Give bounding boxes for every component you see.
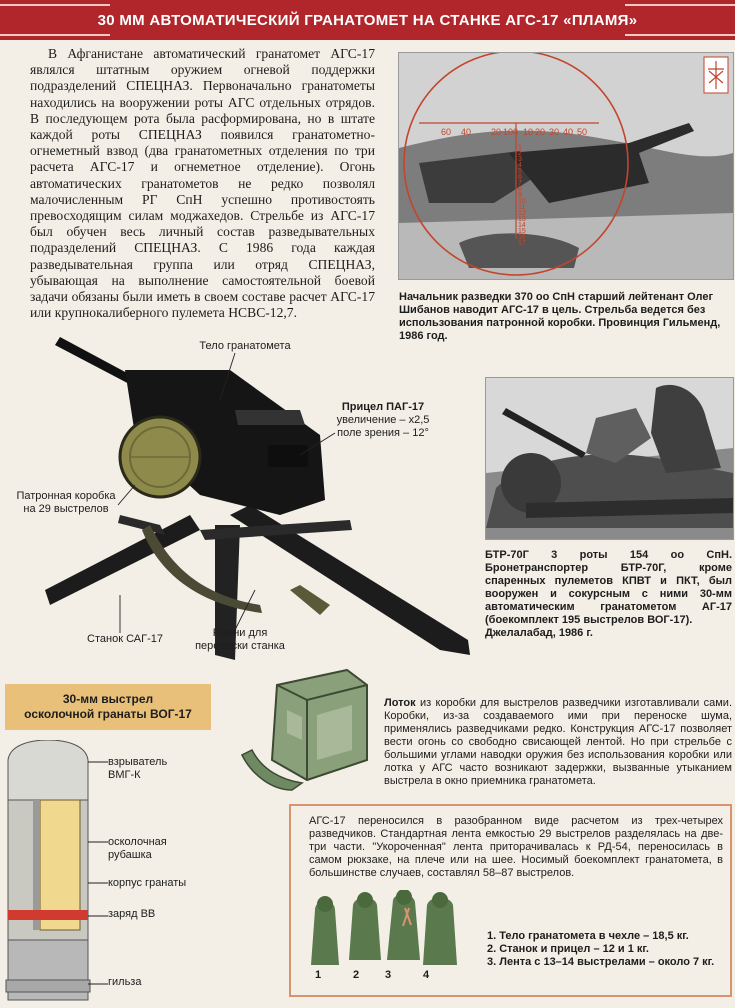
label-jacket-line2: рубашка (108, 849, 152, 861)
label-case: гильза (108, 976, 142, 988)
reticle-tick: 30 (549, 127, 560, 137)
photo-gunner-reticle (398, 52, 734, 280)
vog17-heading-line1: 30-мм выстрел (62, 692, 154, 706)
caption-photo2 (485, 549, 732, 640)
label-body: Тело гранатомета (199, 340, 291, 352)
reticle-tick: 40 (461, 127, 472, 137)
label-fuze-line2: ВМГ-К (108, 769, 141, 781)
reticle-range: 4 (518, 162, 522, 169)
reticle-range: 8 (518, 186, 522, 193)
label-straps-line1: Ремни для (212, 627, 268, 639)
page-title-text: 30 ММ АВТОМАТИЧЕСКИЙ ГРАНАТОМЕТ НА СТАНКЕ АГС-17 «ПЛАМЯ» (97, 11, 638, 29)
label-sight-title: Прицел ПАГ-17 (341, 401, 425, 413)
reticle-tick: 40 (563, 127, 574, 137)
vog17-cutaway (0, 740, 200, 1005)
reticle-range: 6 (518, 174, 522, 181)
tripod-leg-left (45, 515, 200, 605)
label-mount: Станок САГ-17 (87, 633, 163, 645)
list-item: 2. Станок и прицел – 12 и 1 кг. (487, 943, 649, 955)
reticle-tick: 10 (523, 127, 534, 137)
label-straps (190, 627, 290, 653)
label-grenade-body: корпус гранаты (108, 877, 187, 889)
label-fuze-line1: взрыватель (108, 756, 168, 768)
vog17-heading (5, 684, 211, 730)
list-item: 1. Тело гранатомета в чехле – 18,5 кг. (487, 930, 689, 942)
crew-carry-figures (305, 890, 475, 985)
carry-weights-list (487, 930, 727, 969)
reticle-range: 17 (518, 240, 526, 247)
label-ammo-box-line1: Патронная коробка (16, 490, 116, 502)
label-straps-line2: переноски станка (195, 640, 285, 652)
reticle-range: 3 (518, 156, 522, 163)
reticle-tick: 10 (503, 127, 514, 137)
label-ammo-box (2, 490, 130, 516)
reticle-tick: 60 (441, 127, 452, 137)
label-sight-zoom: увеличение – х2,5 (336, 414, 430, 426)
page-title (0, 0, 735, 40)
list-item: 3. Лента с 13–14 выстрелами – около 7 кг. (487, 956, 715, 968)
tray-description (384, 697, 732, 788)
reticle-range: 1 (518, 144, 522, 151)
label-charge: заряд ВВ (108, 908, 156, 920)
reticle-range: 11 (518, 204, 526, 211)
reticle-range: 5 (518, 168, 522, 175)
reticle-range: 16 (518, 234, 526, 241)
vog17-heading-line2: осколочной гранаты ВОГ-17 (24, 707, 192, 721)
reticle-range: 7 (518, 180, 522, 187)
figure-number: 1 (315, 969, 322, 981)
label-fuze (108, 756, 167, 782)
label-ammo-box-line2: на 29 выстрелов (23, 503, 109, 515)
label-jacket (108, 836, 167, 862)
tray-illustration (232, 665, 382, 795)
reticle-tick: 20 (535, 127, 546, 137)
caption-photo1: Начальник разведки 370 оо СпН старший лейтенант Олег Шибанов наводит АГС-17 в цель. Стрельба ведется без использования патронной коробки. Провинция Гильменд, 1986 год. (399, 291, 721, 342)
tray-title: Лоток (384, 697, 416, 709)
label-sight (323, 401, 443, 440)
sight-paq17 (268, 445, 308, 467)
label-jacket-line1: осколочная (108, 836, 167, 848)
reticle-tick: 20 (491, 127, 502, 137)
reticle-tick: 50 (577, 127, 588, 137)
photo-btr70g (485, 377, 734, 540)
tray-text: из коробки для выстрелов разведчики изготавливали сами. Коробки, из-за создаваемого ими при переноске шума, применялись разведчиками редко. Конструкция АГС-17 позволяет вести огонь со свободно свисающей лентой. Но при стрельбе с большими углами наводки оружия без использования коробки или лотка у АГС часто возникают задержки, вызванные утыканием выстрела в окно приемника гранатомета. (384, 697, 732, 787)
btr-photo-graphic (486, 378, 733, 539)
reticle-range: 13 (518, 216, 526, 223)
reticle-range: 10 (518, 198, 526, 205)
figure-number: 2 (353, 969, 360, 981)
reticle-range: 2 (518, 150, 522, 157)
reticle-photo-graphic (399, 53, 733, 279)
figure-number: 4 (423, 969, 430, 981)
intro-paragraph: В Афганистане автоматический гранатомет АГС-17 являлся штатным оружием огневой поддержки подразделений СПЕЦНАЗ. Первоначально гранатометы находились на вооружении роты АГС отдельных отрядов. В последующем рота была расформирована, но в штате каждой роты СПЕЦНАЗ появился гранатометно-огнеметный взвод (два гранатометных отделения по три расчета АГС-17 и огнеметное отделение). Огонь автоматических гранатометов не редко позволял малочисленным РГ СпН успешно противостоять превосходящим силам моджахедов. Стрельбе из АГС-17 был обучен весь личный состав разведывательных подразделений СПЕЦНАЗ. С 1986 года каждая разведывательная группа или отряд СПЕЦНАЗ, убывающая на выполнение самостоятельной боевой задачи обязаны были иметь в своем составе расчет АГС-17 или крупнокалиберного пулемета НСВС-12,7. (30, 46, 375, 321)
carry-info-text: АГС-17 переносился в разобранном виде расчетом из трех-четырех разведчиков. Стандартная лента емкостью 29 выстрелов разделялась на две-три части. "Укороченная" лента приторачивалась к РД-54, переносилась в самом рюкзаке, на плече или на шее. Носимый боекомплект гранатомета, в большинстве случаев, составлял 58–87 выстрелов. (309, 815, 723, 879)
figure-number: 3 (385, 969, 392, 981)
caption-photo2-text: БТР-70Г 3 роты 154 оо СпН. Бронетранспортер БТР-70Г, кроме спаренных пулеметов КПВТ и ПКТ, был вооружен и сокурсным с ними 30-мм автоматическим гранатометом АГ-17 (боекомплект 195 выстрелов ВОГ-17). (485, 549, 732, 626)
caption-photo2-place: Джелалабад, 1986 г. (485, 627, 593, 639)
reticle-range: 14 (518, 222, 526, 229)
reticle-range: 15 (518, 228, 526, 235)
reticle-range: 9 (518, 192, 522, 199)
reticle-tick: 0 (513, 127, 519, 137)
label-sight-field: поле зрения – 12° (337, 427, 429, 439)
reticle-range: 12 (518, 210, 526, 217)
